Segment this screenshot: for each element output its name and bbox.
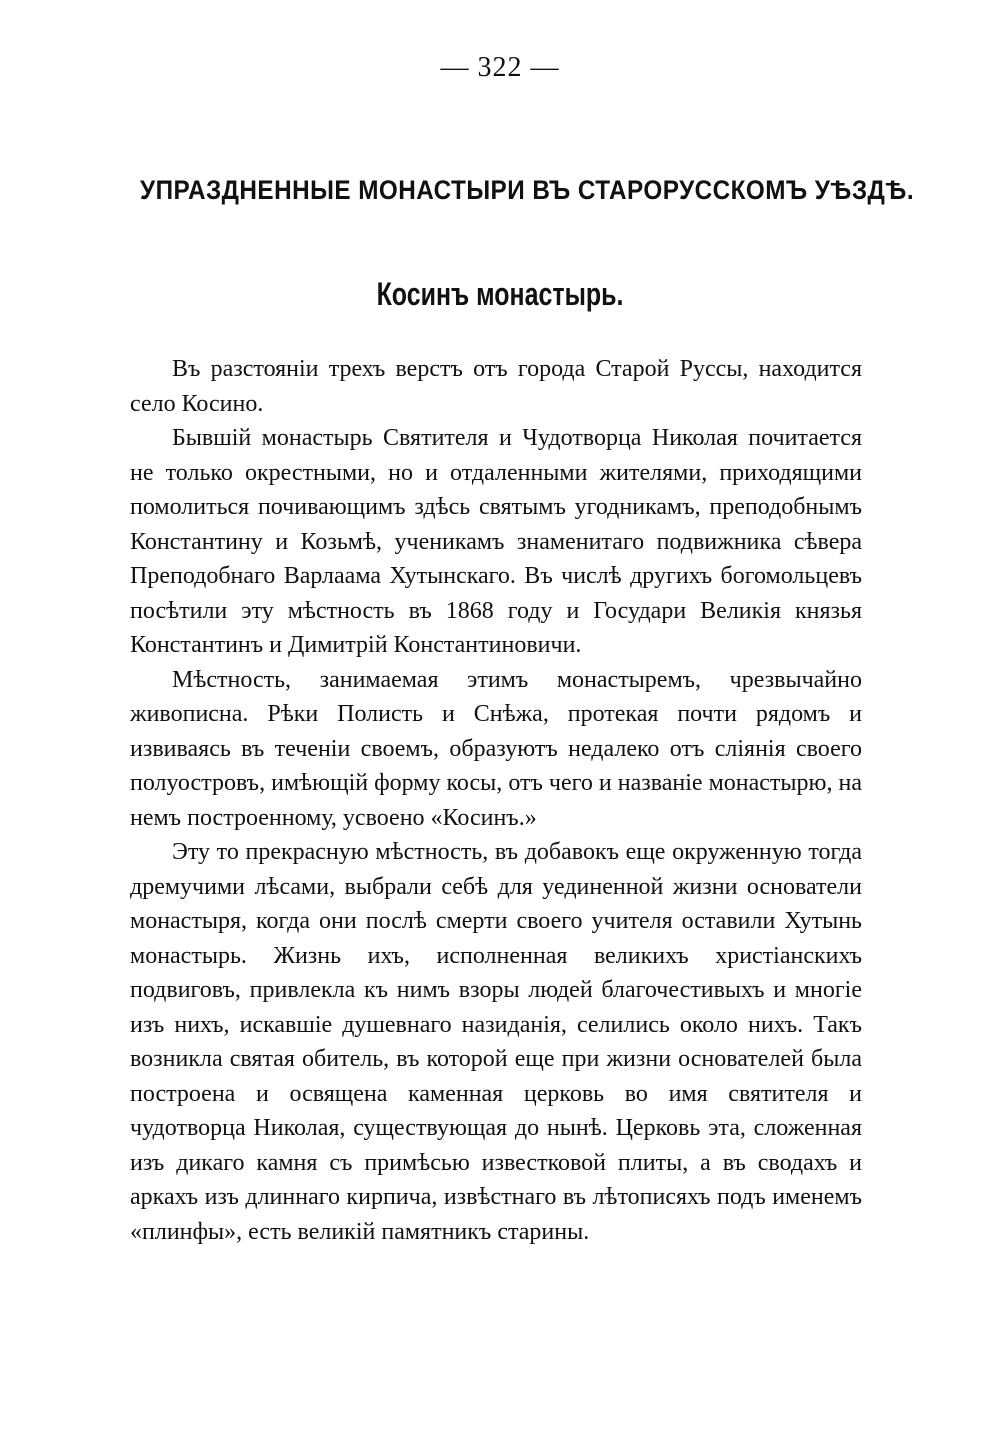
paragraph: Эту то прекрасную мѣстность, въ добавокъ еще окруженную тогда дремучими лѣсами, выбрали себѣ для уединенной жизни основатели монастыря, когда они послѣ смерти своего учителя оставили Хутынь монастырь. Жизнь ихъ, исполненная великихъ христіанскихъ подвиговъ, привлекла къ нимъ взоры людей благочестивыхъ и многіе изъ нихъ, искавшіе душевнаго назиданія, селились около нихъ. Такъ возникла святая обитель, въ которой еще при жизни основателей была построена и освящена каменная церковь во имя святителя и чудотворца Николая, существующая до нынѣ. Церковь эта, сложенная изъ дикаго камня съ примѣсью известковой плиты, а въ сводахъ и аркахъ изъ длиннаго кирпича, извѣстнаго въ лѣтописяхъ подъ именемъ «плинфы», есть великій памятникъ старины.: [130, 839, 862, 1245]
chapter-title: Косинъ монастырь.: [376, 276, 624, 312]
body-text: [130, 352, 862, 1249]
paragraph: Бывшій монастырь Святителя и Чудотворца Николая почитается не только окрестными, но и отдаленными жителями, приходящими помолиться почивающимъ здѣсь святымъ угодникамъ, преподобнымъ Константину и Козьмѣ, ученикамъ знаменитаго подвижника сѣвера Преподобнаго Варлаама Хутынскаго. Въ числѣ другихъ богомольцевъ посѣтили эту мѣстность въ 1868 году и Государи Великія князья Константинъ и Димитрій Константиновичи.: [130, 425, 862, 658]
section-heading: УПРАЗДНЕННЫЕ МОНАСТЫРИ ВЪ СТАРОРУССКОМЪ УѢЗДѢ.: [140, 175, 915, 205]
paragraph: Въ разстояніи трехъ верстъ отъ города Старой Руссы, находится село Косино.: [130, 356, 862, 417]
paragraph: Мѣстность, занимаемая этимъ монастыремъ, чрезвычайно живописна. Рѣки Полисть и Снѣжа, протекая почти рядомъ и извиваясь въ теченіи своемъ, образуютъ недалеко отъ сліянія своего полуостровъ, имѣющій форму косы, отъ чего и названіе монастырю, на немъ построенному, усвоено «Косинъ.»: [130, 666, 862, 831]
page-number: — 322 —: [440, 52, 560, 83]
